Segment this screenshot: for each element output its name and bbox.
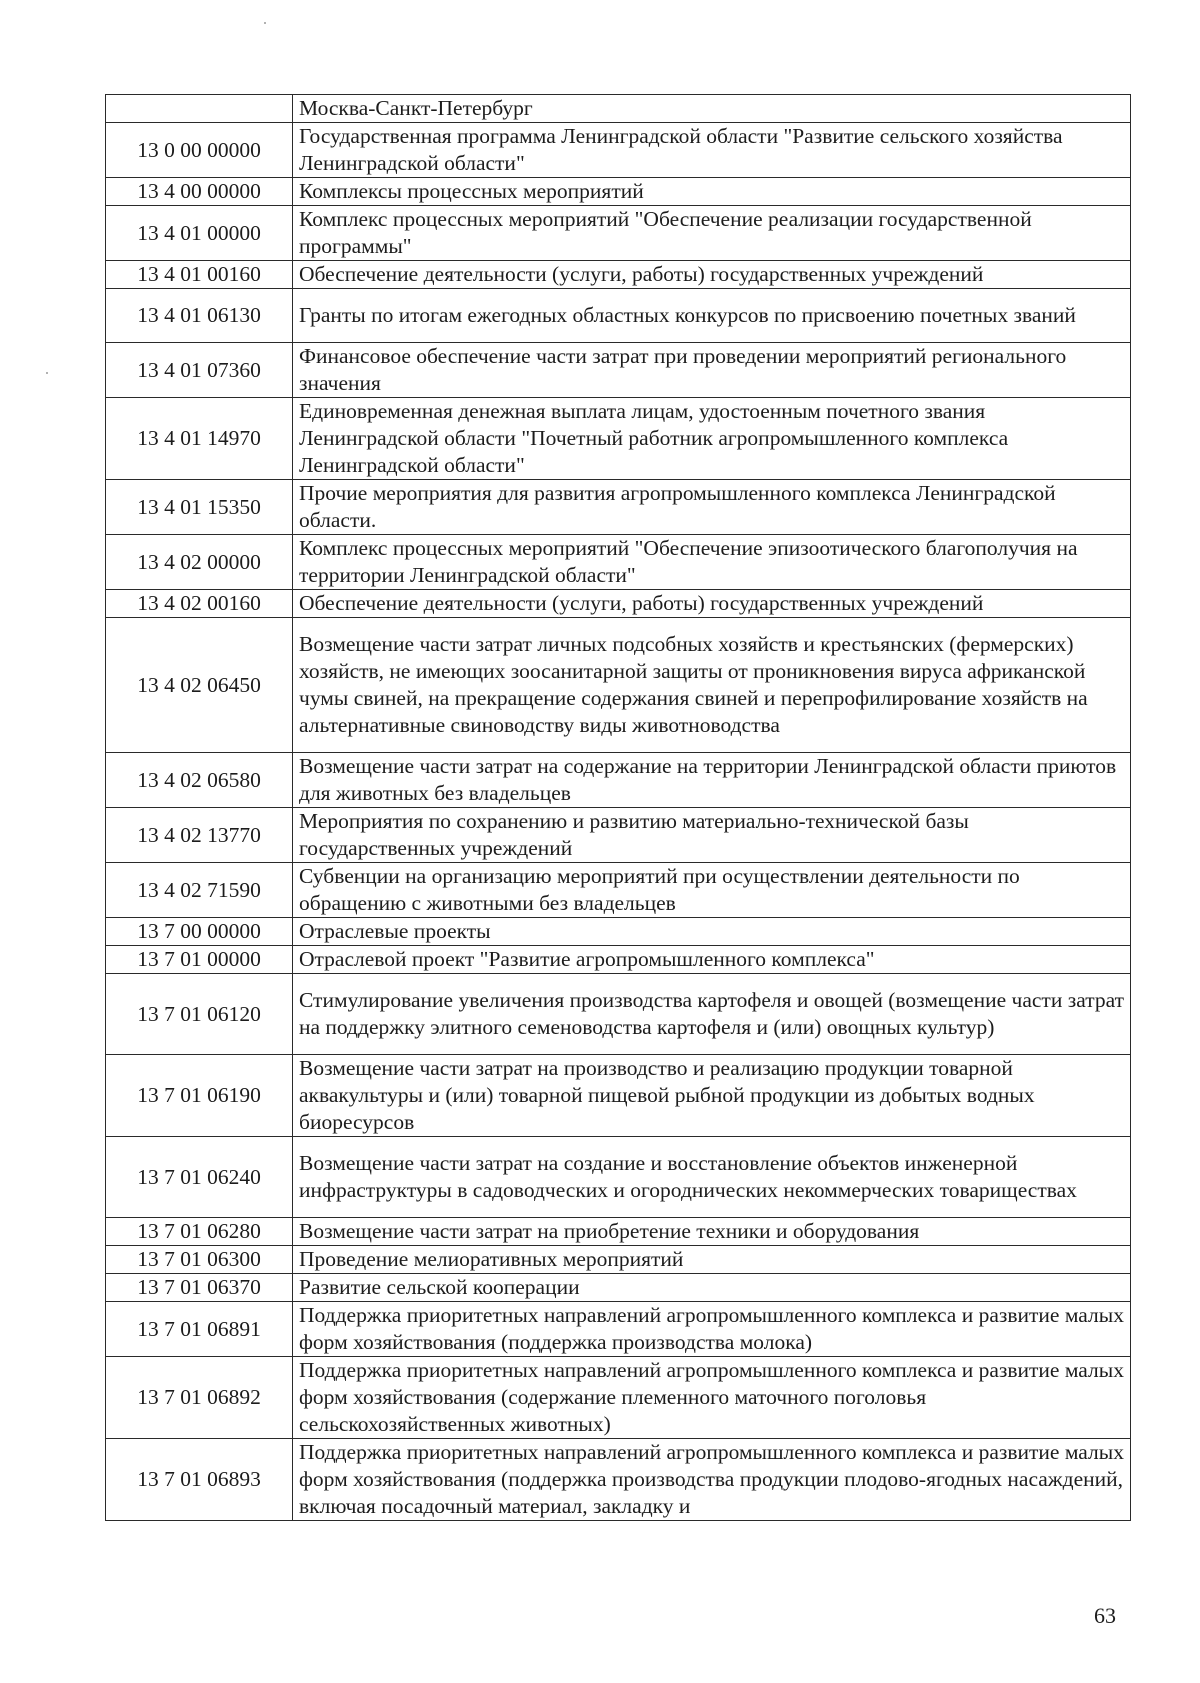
description-cell: Комплекс процессных мероприятий "Обеспечение реализации государственной программы" (293, 206, 1131, 261)
description-cell: Субвенции на организацию мероприятий при осуществлении деятельности по обращению с животными без владельцев (293, 863, 1131, 918)
table-row (106, 289, 1131, 343)
code-cell: 13 4 01 06130 (106, 289, 293, 343)
code-cell: 13 4 00 00000 (106, 178, 293, 206)
table-row (106, 123, 1131, 178)
table-body (106, 95, 1131, 1521)
table-row (106, 1439, 1131, 1521)
code-cell: 13 4 01 15350 (106, 480, 293, 535)
code-cell: 13 7 01 06300 (106, 1246, 293, 1274)
table-row (106, 863, 1131, 918)
table-row (106, 946, 1131, 974)
description-cell: Стимулирование увеличения производства картофеля и овощей (возмещение части затрат на поддержку элитного семеноводства картофеля и (или) овощных культур) (293, 974, 1131, 1055)
code-cell: 13 7 00 00000 (106, 918, 293, 946)
code-cell: 13 7 01 06893 (106, 1439, 293, 1521)
description-cell: Отраслевые проекты (293, 918, 1131, 946)
description-cell: Развитие сельской кооперации (293, 1274, 1131, 1302)
table-row (106, 1246, 1131, 1274)
table-row (106, 480, 1131, 535)
code-cell: 13 7 01 06280 (106, 1218, 293, 1246)
description-cell: Финансовое обеспечение части затрат при проведении мероприятий регионального значения (293, 343, 1131, 398)
description-cell: Возмещение части затрат на приобретение техники и оборудования (293, 1218, 1131, 1246)
code-cell: 13 7 01 06891 (106, 1302, 293, 1357)
description-cell: Обеспечение деятельности (услуги, работы) государственных учреждений (293, 590, 1131, 618)
table-row (106, 590, 1131, 618)
table-row (106, 1357, 1131, 1439)
table-row (106, 398, 1131, 480)
table-row (106, 618, 1131, 753)
description-cell: Поддержка приоритетных направлений агропромышленного комплекса и развитие малых форм хозяйствования (содержание племенного маточного поголовья сельскохозяйственных животных) (293, 1357, 1131, 1439)
code-cell: 13 4 01 00160 (106, 261, 293, 289)
description-cell: Возмещение части затрат на создание и восстановление объектов инженерной инфраструктуры в садоводческих и огороднических некоммерческих товариществах (293, 1137, 1131, 1218)
code-cell: 13 4 02 13770 (106, 808, 293, 863)
description-cell: Отраслевой проект "Развитие агропромышленного комплекса" (293, 946, 1131, 974)
code-cell: 13 4 01 00000 (106, 206, 293, 261)
description-cell: Возмещение части затрат личных подсобных хозяйств и крестьянских (фермерских) хозяйств, не имеющих зоосанитарной защиты от проникновения вируса африканской чумы свиней, на прекращение содержания свиней и перепрофилирование хозяйств на альтернативные свиноводству виды животноводства (293, 618, 1131, 753)
table-row (106, 343, 1131, 398)
description-cell: Мероприятия по сохранению и развитию материально-технической базы государственных учреждений (293, 808, 1131, 863)
table-row (106, 95, 1131, 123)
code-cell: 13 4 02 06580 (106, 753, 293, 808)
code-cell: 13 7 01 00000 (106, 946, 293, 974)
scan-speck (264, 22, 266, 24)
table-row (106, 1218, 1131, 1246)
description-cell: Комплексы процессных мероприятий (293, 178, 1131, 206)
table-row (106, 918, 1131, 946)
table-row (106, 974, 1131, 1055)
code-cell (106, 95, 293, 123)
table-row (106, 178, 1131, 206)
budget-classification-table (105, 94, 1131, 1521)
code-cell: 13 7 01 06120 (106, 974, 293, 1055)
description-cell: Гранты по итогам ежегодных областных конкурсов по присвоению почетных званий (293, 289, 1131, 343)
description-cell: Прочие мероприятия для развития агропромышленного комплекса Ленинградской области. (293, 480, 1131, 535)
table-row (106, 261, 1131, 289)
table-row (106, 1055, 1131, 1137)
scan-speck (46, 372, 48, 374)
table-row (106, 1302, 1131, 1357)
table-row (106, 1137, 1131, 1218)
table-row (106, 206, 1131, 261)
description-cell: Проведение мелиоративных мероприятий (293, 1246, 1131, 1274)
description-cell: Возмещение части затрат на содержание на территории Ленинградской области приютов для животных без владельцев (293, 753, 1131, 808)
description-cell: Поддержка приоритетных направлений агропромышленного комплекса и развитие малых форм хозяйствования (поддержка производства молока) (293, 1302, 1131, 1357)
description-cell: Москва-Санкт-Петербург (293, 95, 1131, 123)
description-cell: Возмещение части затрат на производство и реализацию продукции товарной аквакультуры и (или) товарной пищевой рыбной продукции из добытых водных биоресурсов (293, 1055, 1131, 1137)
table-row (106, 535, 1131, 590)
code-cell: 13 7 01 06370 (106, 1274, 293, 1302)
code-cell: 13 4 02 00000 (106, 535, 293, 590)
code-cell: 13 4 02 00160 (106, 590, 293, 618)
description-cell: Обеспечение деятельности (услуги, работы) государственных учреждений (293, 261, 1131, 289)
description-cell: Единовременная денежная выплата лицам, удостоенным почетного звания Ленинградской области "Почетный работник агропромышленного комплекса Ленинградской области" (293, 398, 1131, 480)
table-row (106, 1274, 1131, 1302)
code-cell: 13 4 01 14970 (106, 398, 293, 480)
description-cell: Комплекс процессных мероприятий "Обеспечение эпизоотического благополучия на территории Ленинградской области" (293, 535, 1131, 590)
code-cell: 13 7 01 06892 (106, 1357, 293, 1439)
code-cell: 13 0 00 00000 (106, 123, 293, 178)
description-cell: Поддержка приоритетных направлений агропромышленного комплекса и развитие малых форм хозяйствования (поддержка производства продукции плодово-ягодных насаждений, включая посадочный материал, закладку и (293, 1439, 1131, 1521)
table-row (106, 753, 1131, 808)
code-cell: 13 4 02 71590 (106, 863, 293, 918)
code-cell: 13 7 01 06240 (106, 1137, 293, 1218)
description-cell: Государственная программа Ленинградской области "Развитие сельского хозяйства Ленинградской области" (293, 123, 1131, 178)
code-cell: 13 7 01 06190 (106, 1055, 293, 1137)
code-cell: 13 4 01 07360 (106, 343, 293, 398)
table-row (106, 808, 1131, 863)
code-cell: 13 4 02 06450 (106, 618, 293, 753)
page-number: 63 (1094, 1603, 1116, 1628)
